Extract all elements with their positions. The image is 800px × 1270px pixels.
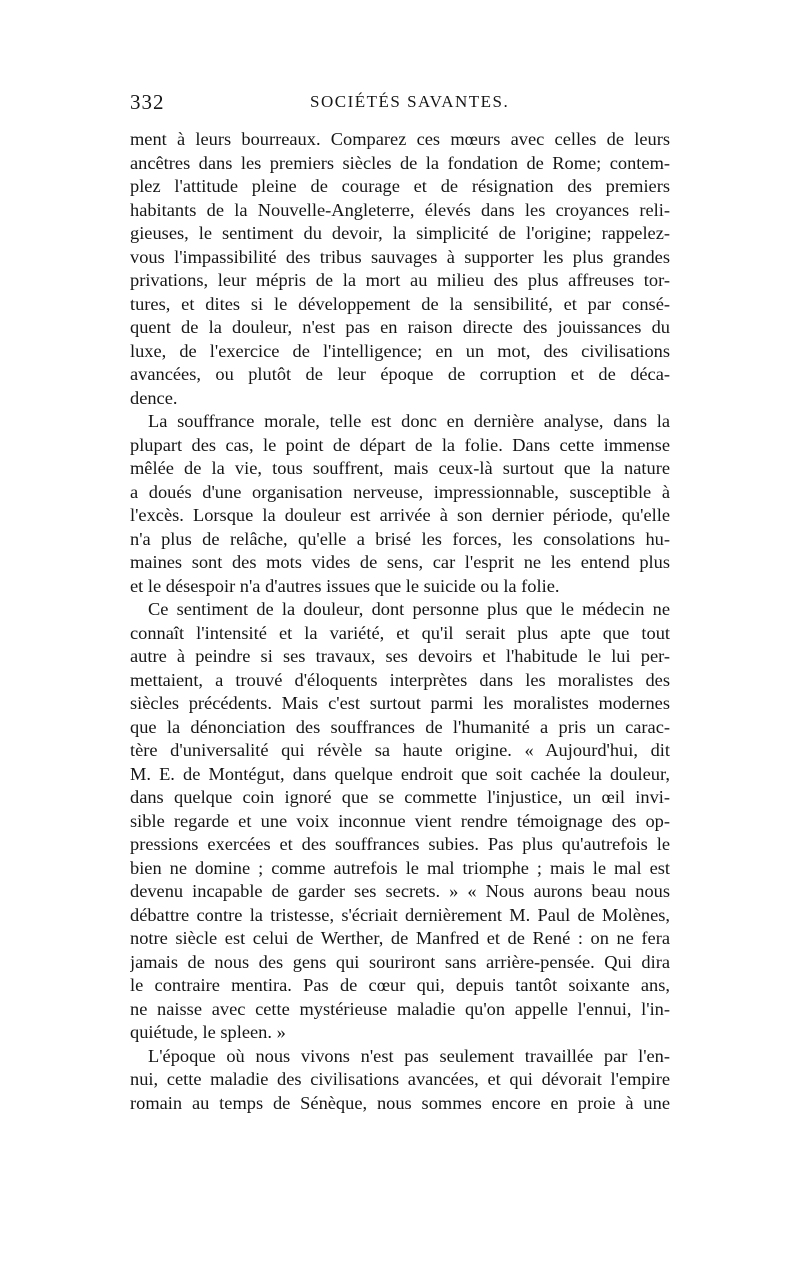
text-line: ment à leurs bourreaux. Comparez ces mœurs avec celles de leurs [130, 129, 670, 149]
text-line: luxe, de l'exercice de l'intelligence; en un mot, des civilisations [130, 340, 670, 361]
text-line: bien ne domine ; comme autrefois le mal triomphe ; mais le mal est [130, 857, 670, 878]
text-line: jamais de nous des gens qui souriront sans arrière-pensée. Qui dira [130, 951, 670, 972]
text-line: n'a plus de relâche, qu'elle a brisé les forces, les consolations hu- [130, 528, 670, 549]
text-line: M. E. de Montégut, dans quelque endroit que soit cachée la douleur, [130, 763, 670, 784]
text-line: maines sont des mots vides de sens, car l'esprit ne les entend plus [130, 552, 670, 572]
running-head [130, 90, 670, 116]
text-line: quiétude, le spleen. » [130, 1022, 286, 1042]
text-line: débattre contre la tristesse, s'écriait dernièrement M. Paul de Molènes, [130, 904, 670, 925]
text-line: siècles précédents. Mais c'est surtout parmi les moralistes modernes [130, 693, 670, 713]
page-number: 332 [130, 90, 165, 114]
text-line: et le désespoir n'a d'autres issues que le suicide ou la folie. [130, 575, 560, 596]
text-line: connaît l'intensité et la variété, et qu'il serait plus apte que tout [130, 622, 670, 643]
text-line: que la dénonciation des souffrances de l'humanité a pris un carac- [130, 716, 670, 737]
text-line: tures, et dites si le développement de la sensibilité, et par consé- [130, 293, 670, 314]
text-line: pressions exercées et des souffrances subies. Pas plus qu'autrefois le [130, 834, 670, 854]
text-line: ancêtres dans les premiers siècles de la fondation de Rome; contem- [130, 152, 670, 173]
text-line: mêlée de la vie, tous souffrent, mais ceux-là surtout que la nature [130, 458, 670, 478]
text-line: dence. [130, 387, 178, 408]
text-line: dans quelque coin ignoré que se commette l'injustice, un œil invi- [130, 787, 670, 807]
text-line: devenu incapable de garder ses secrets. » « Nous aurons beau nous [130, 881, 670, 901]
text-line: Ce sentiment de la douleur, dont personne plus que le médecin ne [148, 599, 670, 619]
text-line: a doués d'une organisation nerveuse, impressionnable, susceptible à [130, 481, 670, 502]
text-line: La souffrance morale, telle est donc en dernière analyse, dans la [148, 411, 670, 431]
text-line: L'époque où nous vivons n'est pas seulement travaillée par l'en- [148, 1045, 670, 1066]
body-text [130, 128, 670, 1115]
text-line: sible regarde et une voix inconnue vient rendre témoignage des op- [130, 810, 670, 831]
text-line: privations, leur mépris de la mort au milieu des plus affreuses tor- [130, 270, 670, 290]
text-line: autre à peindre si ses travaux, ses devoirs et l'habitude le lui per- [130, 646, 670, 666]
text-line: plez l'attitude pleine de courage et de résignation des premiers [130, 176, 670, 196]
text-line: le contraire mentira. Pas de cœur qui, depuis tantôt soixante ans, [130, 975, 670, 995]
text-line: romain au temps de Sénèque, nous sommes encore en proie à une [130, 1092, 670, 1113]
text-line: nui, cette maladie des civilisations avancées, et qui dévorait l'empire [130, 1069, 670, 1089]
text-line: avancées, ou plutôt de leur époque de corruption et de déca- [130, 364, 670, 384]
text-line: mettaient, a trouvé d'éloquents interprètes dans les moralistes des [130, 669, 670, 690]
text-line: ne naisse avec cette mystérieuse maladie qu'on appelle l'ennui, l'in- [130, 998, 670, 1019]
text-line: notre siècle est celui de Werther, de Manfred et de René : on ne fera [130, 928, 670, 948]
text-line: gieuses, le sentiment du devoir, la simplicité de l'origine; rappelez- [130, 223, 670, 243]
text-line: habitants de la Nouvelle-Angleterre, élevés dans les croyances reli- [130, 199, 670, 220]
text-line: quent de la douleur, n'est pas en raison directe des jouissances du [130, 317, 670, 337]
text-line: plupart des cas, le point de départ de la folie. Dans cette immense [130, 434, 670, 455]
running-title: SOCIÉTÉS SAVANTES. [310, 92, 510, 111]
text-line: tère d'universalité qui révèle sa haute origine. « Aujourd'hui, dit [130, 740, 670, 760]
text-line: vous l'impassibilité des tribus sauvages à supporter les plus grandes [130, 246, 670, 267]
text-line: l'excès. Lorsque la douleur est arrivée à son dernier période, qu'elle [130, 505, 670, 525]
